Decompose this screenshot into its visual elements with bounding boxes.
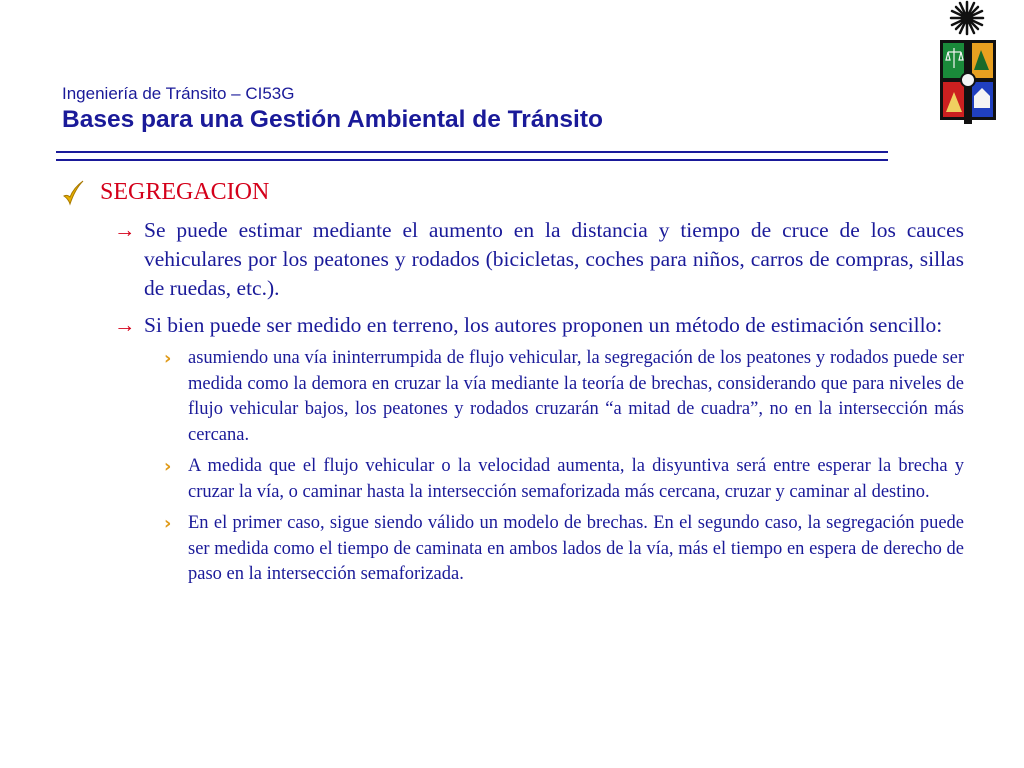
slide-header	[62, 84, 603, 135]
bullet-segregacion	[62, 176, 964, 208]
section-heading: SEGREGACION	[100, 179, 270, 205]
check-icon	[62, 178, 84, 206]
chevron-right-icon: ›	[164, 513, 172, 534]
list-item	[62, 311, 964, 340]
title-rule-bottom	[56, 159, 888, 161]
sub-point-text: asumiendo una vía ininterrumpida de flujo vehicular, la segregación de los peatones y rodados puede ser medida como la demora en cruzar la vía mediante la teoría de brechas, considerando que para niveles de flujo vehicular bajos, los peatones y rodados cruzarán “a mitad de cuadra”, no en la intersección más cercana.	[188, 348, 964, 445]
title-rule-top	[56, 151, 888, 153]
right-arrow-icon: →	[114, 218, 136, 242]
sub-point-text: En el primer caso, sigue siendo válido un modelo de brechas. En el segundo caso, la segregación puede ser medida como el tiempo de caminata en ambos lados de la vía, más el tiempo en espera de derecho de paso en la intersección semaforizada.	[188, 513, 964, 584]
slide-title: Bases para una Gestión Ambiental de Tránsito	[62, 106, 603, 133]
sub-point-text: A medida que el flujo vehicular o la velocidad aumenta, la disyuntiva será entre esperar la brecha y cruzar la vía, o caminar hasta la intersección semaforizada más cercana, cruzar y caminar al destino.	[188, 456, 964, 502]
list-item	[62, 346, 964, 448]
chevron-right-icon: ›	[164, 456, 172, 477]
right-arrow-icon: →	[114, 313, 136, 337]
slide-content	[62, 176, 964, 588]
chevron-right-icon: ›	[164, 348, 172, 369]
point-text: Se puede estimar mediante el aumento en la distancia y tiempo de cruce de los cauces vehiculares por los peatones y rodados (bicicletas, coches para niños, carros de compras, sillas de ruedas, etc.).	[144, 218, 964, 300]
university-crest-icon	[934, 0, 1000, 124]
list-item	[62, 454, 964, 505]
list-item	[62, 216, 964, 303]
list-item	[62, 511, 964, 588]
point-text: Si bien puede ser medido en terreno, los autores proponen un método de estimación sencillo:	[144, 313, 943, 337]
course-code: Ingeniería de Tránsito – CI53G	[62, 84, 295, 103]
